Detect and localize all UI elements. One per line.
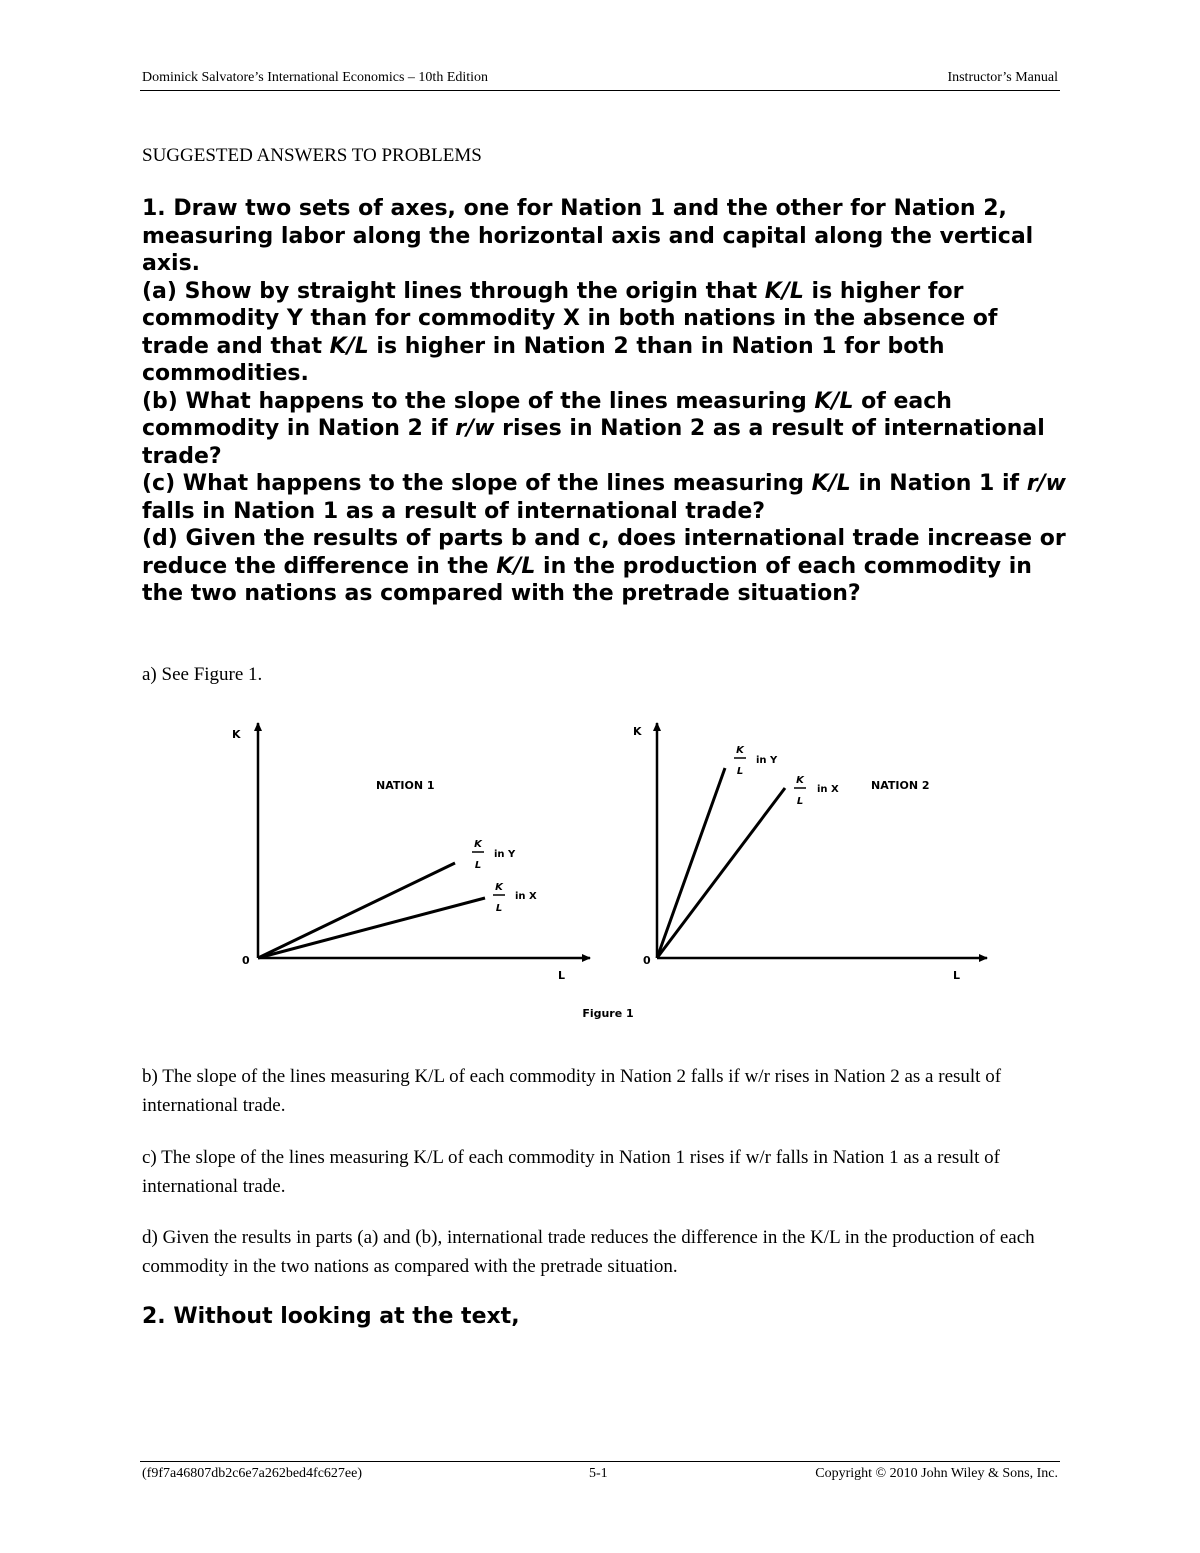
header-title: Dominick Salvatore’s International Economics – 10th Edition xyxy=(142,70,489,85)
part-b-text-1: (b) What happens to the slope of the lines measuring xyxy=(142,388,815,414)
nation-2-ky-line xyxy=(657,768,725,958)
header-divider xyxy=(140,90,1060,91)
footer-page-number: 5-1 xyxy=(589,1466,608,1481)
figure-1-svg xyxy=(225,715,1005,1025)
figure-caption: Figure 1 xyxy=(582,1007,634,1020)
part-b-kl: K/L xyxy=(814,388,854,414)
problem-1-part-c xyxy=(142,470,1067,525)
part-c-text-3: falls in Nation 1 as a result of international trade? xyxy=(142,498,766,524)
problem-1-part-a xyxy=(142,278,1067,388)
part-b-text-2: of each commodity in Nation 2 if xyxy=(142,388,952,441)
nation-2-l-label: L xyxy=(953,969,961,982)
nation-2-kx-line xyxy=(657,788,785,958)
part-c-kl: K/L xyxy=(811,471,851,496)
part-c-rw: r/w xyxy=(1026,471,1067,496)
part-a-kl-2: K/L xyxy=(329,333,369,359)
nation-1-kx-den: L xyxy=(495,903,503,914)
footer-document-id: (f9f7a46807db2c6e7a262bed4fc627ee) xyxy=(142,1466,363,1481)
part-c-text-2: in Nation 1 if xyxy=(850,471,1027,496)
nation-1-ky-label xyxy=(472,839,516,871)
nation-1-k-label: K xyxy=(232,728,241,741)
nation-2-panel xyxy=(633,723,987,982)
part-a-kl-1: K/L xyxy=(764,278,804,304)
nation-1-panel xyxy=(232,723,590,982)
nation-1-kx-label xyxy=(493,882,537,914)
nation-2-ky-den: L xyxy=(736,766,744,777)
problem-1-part-d xyxy=(142,525,1067,608)
part-b-rw: r/w xyxy=(455,416,495,441)
nation-2-kx-den: L xyxy=(796,796,804,807)
nation-1-ky-den: L xyxy=(474,860,482,871)
nation-1-kx-suffix: in X xyxy=(515,891,537,902)
problem-1-intro: 1. Draw two sets of axes, one for Nation 1 and the other for Nation 2, measuring labor along the horizontal axis and capital along the vertical axis. xyxy=(142,196,1034,276)
section-heading: SUGGESTED ANSWERS TO PROBLEMS xyxy=(142,145,482,166)
nation-2-kx-num: K xyxy=(796,775,804,786)
footer-copyright: Copyright © 2010 John Wiley & Sons, Inc. xyxy=(815,1466,1058,1481)
part-c-text-1: (c) What happens to the slope of the lines measuring xyxy=(142,471,812,496)
nation-2-ky-suffix: in Y xyxy=(756,755,778,766)
nation-1-ky-suffix: in Y xyxy=(494,849,516,860)
part-a-text-3: is higher in Nation 2 than in Nation 1 for both commodities. xyxy=(142,333,945,386)
nation-2-kx-suffix: in X xyxy=(817,784,839,795)
answer-a: a) See Figure 1. xyxy=(142,664,263,685)
nation-1-kx-num: K xyxy=(495,882,503,893)
part-d-text-1: (d) Given the results of parts b and c, does international trade increase or reduce the difference in the xyxy=(142,526,1066,579)
nation-1-ky-line xyxy=(258,863,455,958)
nation-2-kx-label xyxy=(794,775,839,807)
nation-1-kx-line xyxy=(258,898,485,958)
problem-1 xyxy=(142,195,1067,608)
part-d-kl: K/L xyxy=(496,553,536,579)
nation-2-title: NATION 2 xyxy=(871,779,930,792)
part-d-text-2: in the production of each commodity in the two nations as compared with the pretrade situation? xyxy=(142,553,1032,606)
footer-divider xyxy=(140,1461,1060,1462)
answer-c: c) The slope of the lines measuring K/L of each commodity in Nation 1 rises if w/r falls in Nation 1 as a result of international trade. xyxy=(142,1147,1000,1197)
problem-1-part-b xyxy=(142,388,1067,471)
answer-d: d) Given the results in parts (a) and (b), international trade reduces the difference in the K/L in the production of each commodity in the two nations as compared with the pretrade situation. xyxy=(142,1227,1035,1277)
nation-2-origin-label: 0 xyxy=(643,954,651,967)
problem-2: 2. Without looking at the text, xyxy=(142,1304,520,1329)
nation-1-l-label: L xyxy=(558,969,566,982)
nation-1-title: NATION 1 xyxy=(376,779,435,792)
nation-1-ky-num: K xyxy=(474,839,482,850)
part-a-text-1: (a) Show by straight lines through the origin that xyxy=(142,278,765,304)
nation-1-origin-label: 0 xyxy=(242,954,250,967)
part-a-text-2: is higher for commodity Y than for commodity X in both nations in the absence of trade and that xyxy=(142,278,998,359)
answer-b: b) The slope of the lines measuring K/L of each commodity in Nation 2 falls if w/r rises in Nation 2 as a result of international trade. xyxy=(142,1066,1002,1116)
figure-1 xyxy=(225,715,1005,1025)
nation-2-ky-label xyxy=(734,745,778,777)
nation-2-k-label: K xyxy=(633,725,642,738)
header-manual-label: Instructor’s Manual xyxy=(947,70,1058,85)
part-b-text-3: rises in Nation 2 as a result of international trade? xyxy=(142,416,1045,469)
nation-2-ky-num: K xyxy=(736,745,744,756)
